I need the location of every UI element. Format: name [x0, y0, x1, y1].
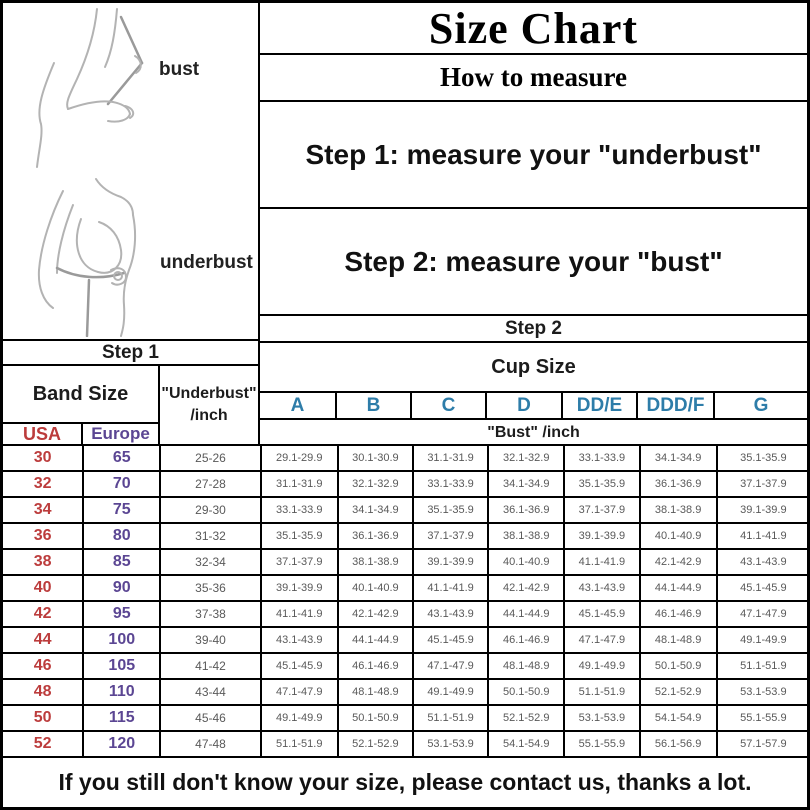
bust-range-cell: 44.1-44.9	[640, 575, 717, 601]
europe-size-cell: 70	[83, 471, 160, 497]
bust-range-cell: 47.1-47.9	[564, 627, 639, 653]
bust-range-cell: 45.1-45.9	[413, 627, 488, 653]
bust-range-cell: 38.1-38.9	[338, 549, 413, 575]
underbust-range-cell: 29-30	[160, 497, 260, 523]
bust-range-cell: 47.1-47.9	[717, 601, 809, 627]
size-table-body	[3, 445, 809, 757]
europe-size-cell: 95	[83, 601, 160, 627]
page-title: Size Chart	[260, 3, 807, 55]
bust-range-cell: 36.1-36.9	[338, 523, 413, 549]
step1-instruction: Step 1: measure your "underbust"	[260, 102, 807, 209]
underbust-range-cell: 25-26	[160, 445, 260, 471]
bust-range-cell: 38.1-38.9	[640, 497, 717, 523]
bust-range-cell: 48.1-48.9	[488, 653, 564, 679]
illustration-area	[3, 3, 260, 341]
bust-range-cell: 51.1-51.9	[261, 731, 338, 757]
bust-range-cell: 47.1-47.9	[413, 653, 488, 679]
underbust-range-cell: 37-38	[160, 601, 260, 627]
usa-size-cell: 52	[3, 731, 83, 757]
measure-illustration-panel	[3, 3, 260, 444]
underbust-range-cell: 31-32	[160, 523, 260, 549]
usa-size-cell: 38	[3, 549, 83, 575]
bust-range-cell: 33.1-33.9	[261, 497, 338, 523]
table-row	[3, 731, 809, 757]
underbust-header-line1: "Underbust"	[161, 385, 257, 403]
usa-size-cell: 30	[3, 445, 83, 471]
bust-range-cell: 56.1-56.9	[640, 731, 717, 757]
size-table-section	[3, 444, 807, 758]
bust-range-cell: 42.1-42.9	[488, 575, 564, 601]
usa-column-header: USA	[3, 424, 83, 444]
underbust-inch-header	[160, 366, 260, 444]
bust-range-cell: 45.1-45.9	[261, 653, 338, 679]
table-row	[3, 471, 809, 497]
bust-range-cell: 54.1-54.9	[640, 705, 717, 731]
usa-size-cell: 44	[3, 627, 83, 653]
step2-instruction: Step 2: measure your "bust"	[260, 209, 807, 316]
table-row	[3, 653, 809, 679]
underbust-range-cell: 32-34	[160, 549, 260, 575]
bust-range-cell: 51.1-51.9	[564, 679, 639, 705]
bust-range-cell: 34.1-34.9	[488, 471, 564, 497]
bust-range-cell: 39.1-39.9	[564, 523, 639, 549]
bust-range-cell: 44.1-44.9	[338, 627, 413, 653]
cup-size-header: Cup Size	[260, 343, 807, 393]
bust-range-cell: 41.1-41.9	[717, 523, 809, 549]
bust-range-cell: 42.1-42.9	[640, 549, 717, 575]
bust-range-cell: 29.1-29.9	[261, 445, 338, 471]
bust-range-cell: 30.1-30.9	[338, 445, 413, 471]
how-to-measure-subtitle: How to measure	[260, 55, 807, 102]
underbust-figure-label: underbust	[160, 252, 253, 273]
bust-range-cell: 51.1-51.9	[413, 705, 488, 731]
bust-range-cell: 39.1-39.9	[261, 575, 338, 601]
bust-range-cell: 52.1-52.9	[338, 731, 413, 757]
bust-range-cell: 35.1-35.9	[413, 497, 488, 523]
usa-size-cell: 36	[3, 523, 83, 549]
bust-range-cell: 54.1-54.9	[488, 731, 564, 757]
bust-range-cell: 48.1-48.9	[640, 627, 717, 653]
bust-range-cell: 45.1-45.9	[564, 601, 639, 627]
bust-range-cell: 46.1-46.9	[488, 627, 564, 653]
europe-size-cell: 110	[83, 679, 160, 705]
bust-range-cell: 33.1-33.9	[564, 445, 639, 471]
bust-measure-illustration-icon	[9, 7, 159, 169]
bust-range-cell: 40.1-40.9	[488, 549, 564, 575]
usa-size-cell: 48	[3, 679, 83, 705]
europe-size-cell: 105	[83, 653, 160, 679]
europe-size-cell: 85	[83, 549, 160, 575]
step2-column-header: Step 2	[260, 316, 807, 343]
europe-size-cell: 100	[83, 627, 160, 653]
bust-range-cell: 37.1-37.9	[564, 497, 639, 523]
bust-range-cell: 36.1-36.9	[640, 471, 717, 497]
usa-size-cell: 34	[3, 497, 83, 523]
bust-range-cell: 50.1-50.9	[640, 653, 717, 679]
bust-range-cell: 52.1-52.9	[488, 705, 564, 731]
bust-range-cell: 36.1-36.9	[488, 497, 564, 523]
bust-range-cell: 39.1-39.9	[717, 497, 809, 523]
bust-range-cell: 44.1-44.9	[488, 601, 564, 627]
bust-range-cell: 50.1-50.9	[488, 679, 564, 705]
underbust-range-cell: 41-42	[160, 653, 260, 679]
bust-range-cell: 43.1-43.9	[261, 627, 338, 653]
bust-range-cell: 37.1-37.9	[261, 549, 338, 575]
bust-figure-label: bust	[159, 59, 200, 80]
bust-range-cell: 48.1-48.9	[338, 679, 413, 705]
cup-column-c: C	[412, 393, 487, 420]
bust-range-cell: 57.1-57.9	[717, 731, 809, 757]
bust-range-cell: 35.1-35.9	[717, 445, 809, 471]
step1-column-header: Step 1	[3, 341, 260, 366]
bust-range-cell: 49.1-49.9	[413, 679, 488, 705]
top-section	[3, 3, 807, 444]
table-row	[3, 497, 809, 523]
bust-range-cell: 42.1-42.9	[338, 601, 413, 627]
underbust-range-cell: 35-36	[160, 575, 260, 601]
bust-range-cell: 53.1-53.9	[413, 731, 488, 757]
europe-size-cell: 115	[83, 705, 160, 731]
bust-range-cell: 41.1-41.9	[261, 601, 338, 627]
underbust-range-cell: 39-40	[160, 627, 260, 653]
usa-size-cell: 50	[3, 705, 83, 731]
usa-size-cell: 32	[3, 471, 83, 497]
bust-range-cell: 33.1-33.9	[413, 471, 488, 497]
bust-range-cell: 55.1-55.9	[564, 731, 639, 757]
table-row	[3, 679, 809, 705]
band-size-header: Band Size	[3, 366, 160, 424]
bust-range-cell: 43.1-43.9	[564, 575, 639, 601]
usa-size-cell: 40	[3, 575, 83, 601]
cup-column-b: B	[337, 393, 412, 420]
europe-size-cell: 90	[83, 575, 160, 601]
europe-size-cell: 65	[83, 445, 160, 471]
bust-range-cell: 31.1-31.9	[261, 471, 338, 497]
bust-range-cell: 49.1-49.9	[564, 653, 639, 679]
bust-range-cell: 53.1-53.9	[564, 705, 639, 731]
table-row	[3, 445, 809, 471]
underbust-range-cell: 47-48	[160, 731, 260, 757]
bust-inch-header: "Bust" /inch	[487, 424, 580, 441]
bust-range-cell: 53.1-53.9	[717, 679, 809, 705]
bust-range-cell: 34.1-34.9	[338, 497, 413, 523]
usa-size-cell: 46	[3, 653, 83, 679]
underbust-range-cell: 43-44	[160, 679, 260, 705]
europe-size-cell: 80	[83, 523, 160, 549]
table-row	[3, 575, 809, 601]
bust-range-cell: 46.1-46.9	[640, 601, 717, 627]
size-table	[3, 444, 809, 758]
bust-range-cell: 55.1-55.9	[717, 705, 809, 731]
cup-column-dd-e: DD/E	[563, 393, 638, 420]
underbust-range-cell: 45-46	[160, 705, 260, 731]
table-row	[3, 549, 809, 575]
bust-range-cell: 46.1-46.9	[338, 653, 413, 679]
cup-column-a: A	[260, 393, 337, 420]
bust-range-cell: 49.1-49.9	[717, 627, 809, 653]
underbust-header-line2: /inch	[190, 407, 228, 424]
bust-range-cell: 39.1-39.9	[413, 549, 488, 575]
europe-size-cell: 75	[83, 497, 160, 523]
bust-range-cell: 43.1-43.9	[413, 601, 488, 627]
bust-range-cell: 37.1-37.9	[717, 471, 809, 497]
bust-range-cell: 52.1-52.9	[640, 679, 717, 705]
bust-range-cell: 35.1-35.9	[261, 523, 338, 549]
table-row	[3, 627, 809, 653]
bust-range-cell: 47.1-47.9	[261, 679, 338, 705]
underbust-range-cell: 27-28	[160, 471, 260, 497]
europe-size-cell: 120	[83, 731, 160, 757]
bust-range-cell: 51.1-51.9	[717, 653, 809, 679]
underbust-measure-illustration-icon	[11, 175, 161, 337]
table-row	[3, 601, 809, 627]
bust-range-cell: 38.1-38.9	[488, 523, 564, 549]
bust-range-cell: 40.1-40.9	[640, 523, 717, 549]
bust-range-cell: 37.1-37.9	[413, 523, 488, 549]
bust-range-cell: 32.1-32.9	[338, 471, 413, 497]
cup-column-g: G	[715, 393, 807, 420]
bust-range-cell: 41.1-41.9	[413, 575, 488, 601]
bust-range-cell: 40.1-40.9	[338, 575, 413, 601]
table-row	[3, 523, 809, 549]
bust-range-cell: 50.1-50.9	[338, 705, 413, 731]
bust-range-cell: 31.1-31.9	[413, 445, 488, 471]
usa-size-cell: 42	[3, 601, 83, 627]
bust-range-cell: 41.1-41.9	[564, 549, 639, 575]
instructions-panel	[260, 3, 807, 444]
bust-range-cell: 35.1-35.9	[564, 471, 639, 497]
footer-message: If you still don't know your size, please contact us, thanks a lot.	[58, 769, 752, 795]
bust-range-cell: 34.1-34.9	[640, 445, 717, 471]
table-row	[3, 705, 809, 731]
cup-column-d: D	[487, 393, 563, 420]
cup-column-ddd-f: DDD/F	[638, 393, 715, 420]
bust-range-cell: 49.1-49.9	[261, 705, 338, 731]
bust-range-cell: 43.1-43.9	[717, 549, 809, 575]
europe-column-header: Europe	[83, 424, 160, 444]
bust-range-cell: 45.1-45.9	[717, 575, 809, 601]
bust-range-cell: 32.1-32.9	[488, 445, 564, 471]
